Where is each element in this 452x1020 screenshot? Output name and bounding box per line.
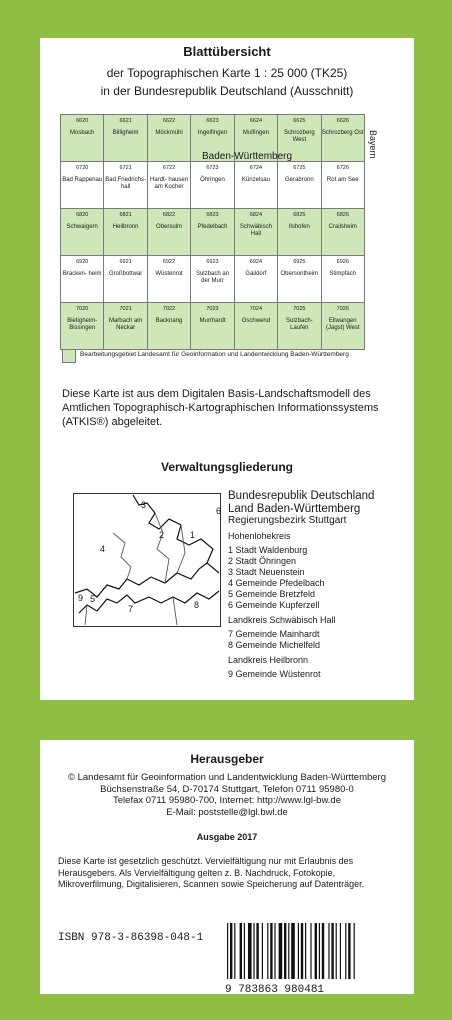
sheet-number: 6720 bbox=[76, 165, 89, 171]
sheet-cell-6923 bbox=[190, 255, 234, 303]
administration-list bbox=[228, 490, 374, 680]
sheet-number: 6926 bbox=[336, 259, 349, 265]
sheet-overview-subtitle-1: der Topographischen Karte 1 : 25 000 (TK25) bbox=[106, 66, 348, 80]
sheet-cell-6821 bbox=[103, 208, 147, 256]
sheet-cell-7025 bbox=[277, 302, 321, 350]
municipality-item: 9 Gemeinde Wüstenrot bbox=[228, 669, 321, 679]
sheet-cell-6925 bbox=[277, 255, 321, 303]
sheet-name: Crailsheim bbox=[328, 224, 357, 230]
municipality-item: 2 Stadt Öhringen bbox=[228, 556, 297, 566]
barcode-bar bbox=[336, 923, 337, 979]
sheet-name: Großbottwar bbox=[108, 271, 143, 277]
sheet-name: Schrozberg Ost bbox=[321, 130, 364, 136]
sheet-cell-6826 bbox=[321, 208, 365, 256]
sheet-name: Obersontheim bbox=[280, 271, 319, 277]
sheet-number: 6824 bbox=[249, 212, 263, 218]
country-name: Bundesrepublik Deutschland bbox=[228, 490, 375, 502]
map-number: 6 bbox=[216, 506, 222, 516]
barcode-bar bbox=[274, 923, 275, 979]
administration-groups bbox=[228, 527, 374, 680]
sheet-name: Bracken- heim bbox=[62, 271, 102, 277]
sheet-cell-6720 bbox=[60, 161, 104, 209]
district-region-name: Regierungsbezirk Stuttgart bbox=[228, 515, 347, 526]
sheet-name: Ellwangen (Jagst) West bbox=[325, 318, 360, 331]
sheet-cell-6726 bbox=[321, 161, 365, 209]
copyright-notice: Diese Karte ist gesetzlich geschützt. Vervielfältigung nur mit Erlaubnis des Herausgebers. Als Vervielfältigung gelten z. B. Nachdruck, Fotokopie, Mikroverfilmung, Digitalisieren, Scannen sowie Speicherung auf Datenträger. bbox=[58, 856, 365, 889]
publisher-title: Herausgeber bbox=[190, 752, 264, 766]
sheet-name: Gschwend bbox=[241, 318, 271, 324]
sheet-grid bbox=[60, 114, 364, 349]
administration-title: Verwaltungsgliederung bbox=[160, 460, 294, 474]
barcode-bar bbox=[298, 923, 299, 979]
publisher-line: E-Mail: poststelle@lgl.bwl.de bbox=[166, 806, 288, 818]
sheet-name: Heilbronn bbox=[112, 224, 139, 230]
sheet-number: 6621 bbox=[119, 118, 132, 124]
district-name: Landkreis Schwäbisch Hall bbox=[228, 615, 336, 625]
barcode-bar bbox=[256, 923, 258, 979]
sheet-cell-6924 bbox=[234, 255, 278, 303]
sheet-name: Ingelfingen bbox=[197, 130, 228, 136]
barcode-bar bbox=[310, 923, 311, 979]
sheet-overview-title: Blattübersicht bbox=[183, 44, 271, 59]
edition-label: Ausgabe 2017 bbox=[196, 832, 258, 842]
isbn-number: ISBN 978-3-86398-048-1 bbox=[58, 932, 204, 944]
sheet-cell-6721 bbox=[103, 161, 147, 209]
sheet-name: Gaildorf bbox=[245, 271, 267, 277]
publisher-address bbox=[40, 772, 414, 818]
barcode-bar bbox=[354, 923, 355, 979]
barcode-bar bbox=[305, 923, 306, 979]
sheet-number: 6620 bbox=[76, 118, 89, 124]
sheet-number: 6922 bbox=[162, 259, 176, 265]
sheet-cell-6722 bbox=[147, 161, 191, 209]
sheet-number: 6726 bbox=[336, 165, 349, 171]
sheet-name: Obersulm bbox=[156, 224, 183, 230]
publisher-line: Telefax 0711 95980-700, Internet: http://www.lgl-bw.de bbox=[113, 795, 341, 806]
sheet-name: Marbach am Neckar bbox=[108, 318, 143, 331]
district-name: Hohenlohekreis bbox=[228, 531, 291, 541]
sheet-name: Möckmühl bbox=[155, 130, 183, 136]
sheet-name: Rot am See bbox=[326, 177, 359, 183]
legend-text: Bearbeitungsgebiet Landesamt für Geoinformation und Landentwicklung Baden-Württemberg bbox=[80, 351, 349, 358]
map-number: 5 bbox=[90, 594, 96, 604]
sheet-name: Stimpfach bbox=[329, 271, 357, 277]
barcode-bar bbox=[315, 923, 317, 979]
publisher-line: Büchsenstraße 54, D-70174 Stuttgart, Telefon 0711 95980-0 bbox=[100, 783, 354, 795]
barcode-bar bbox=[340, 923, 341, 979]
municipality-item: 7 Gemeinde Mainhardt bbox=[228, 629, 320, 639]
sheet-number: 6920 bbox=[76, 259, 89, 265]
sheet-cell-6724 bbox=[234, 161, 278, 209]
barcode-bar bbox=[319, 923, 320, 979]
sheet-number: 6626 bbox=[336, 118, 349, 124]
barcode-bar bbox=[288, 923, 289, 979]
sheet-name: Sulzbach- Laufen bbox=[286, 318, 313, 331]
sheet-cell-6922 bbox=[147, 255, 191, 303]
sheet-number: 6623 bbox=[206, 118, 219, 124]
sheet-cell-6723 bbox=[190, 161, 234, 209]
sheet-cell-6823 bbox=[190, 208, 234, 256]
sheet-name: Sulzbach an der Murr bbox=[195, 271, 229, 284]
sheet-cell-6825 bbox=[277, 208, 321, 256]
municipality-item: 5 Gemeinde Bretzfeld bbox=[228, 589, 316, 599]
barcode-bar bbox=[279, 923, 283, 979]
sheet-name: Mosbach bbox=[70, 130, 95, 136]
sheet-number: 7022 bbox=[162, 306, 176, 312]
sheet-name: Ilshofen bbox=[288, 224, 310, 230]
sheet-name: Gerabronn bbox=[285, 177, 314, 183]
sheet-cell-6621 bbox=[103, 114, 147, 162]
sheet-name: Schwäbisch Hall bbox=[239, 224, 272, 237]
sheet-number: 6822 bbox=[162, 212, 176, 218]
sheet-name: Backnang bbox=[155, 318, 183, 324]
barcode-bar bbox=[230, 923, 232, 979]
sheet-cell-6820 bbox=[60, 208, 104, 256]
barcode-bar bbox=[328, 923, 329, 979]
map-number: 2 bbox=[159, 530, 165, 540]
sheet-cell-6626 bbox=[321, 114, 365, 162]
map-number: 7 bbox=[128, 604, 134, 614]
barcode-digits: 9 783863 980481 bbox=[225, 984, 325, 996]
barcode-bar bbox=[244, 923, 245, 979]
municipality-item: 3 Stadt Neuenstein bbox=[228, 567, 305, 577]
sheet-cell-6620 bbox=[60, 114, 104, 162]
sheet-name: Öhringen bbox=[200, 177, 225, 183]
map-number: 8 bbox=[194, 600, 200, 610]
sheet-name: Hardt- hausen am Kocher bbox=[150, 177, 189, 190]
barcode-icon bbox=[225, 923, 399, 979]
sheet-cell-7023 bbox=[190, 302, 234, 350]
barcode-bar bbox=[291, 923, 295, 979]
municipality-item: 1 Stadt Waldenburg bbox=[228, 545, 308, 555]
sheet-cell-6822 bbox=[147, 208, 191, 256]
sheet-name: Schrozberg West bbox=[284, 130, 315, 143]
barcode-bar bbox=[270, 923, 272, 979]
sheet-name: Billigheim bbox=[112, 130, 139, 136]
barcode-bar bbox=[227, 923, 228, 979]
barcode-bar bbox=[348, 923, 350, 979]
barcode-bar bbox=[240, 923, 242, 979]
publisher-line: © Landesamt für Geoinformation und Landentwicklung Baden-Württemberg bbox=[67, 772, 387, 783]
sheet-cell-7026 bbox=[321, 302, 365, 350]
barcode-bar bbox=[301, 923, 303, 979]
municipality-item: 4 Gemeinde Pfedelbach bbox=[228, 578, 325, 588]
atkis-text: Diese Karte ist aus dem Digitalen Basis-Landschaftsmodell des Amtlichen Topographisch-Kartographischen Informationssystems (ATKIS®) abgeleitet. bbox=[62, 388, 379, 428]
sheet-number: 6826 bbox=[336, 212, 349, 218]
sheet-number: 6820 bbox=[76, 212, 89, 218]
municipality-item: 8 Gemeinde Michelfeld bbox=[228, 640, 321, 650]
barcode-bar bbox=[331, 923, 333, 979]
barcode-bar bbox=[345, 923, 346, 979]
district-name: Landkreis Heilbronn bbox=[228, 655, 309, 665]
state-name: Land Baden-Württemberg bbox=[228, 502, 361, 515]
map-number: 4 bbox=[100, 544, 106, 554]
sheet-cell-7022 bbox=[147, 302, 191, 350]
sheet-cell-6824 bbox=[234, 208, 278, 256]
municipality-item: 6 Gemeinde Kupferzell bbox=[228, 600, 320, 610]
sheet-cell-6921 bbox=[103, 255, 147, 303]
map-number: 3 bbox=[141, 500, 147, 510]
sheet-cell-7024 bbox=[234, 302, 278, 350]
barcode-bar bbox=[267, 923, 268, 979]
barcode-bar bbox=[234, 923, 235, 979]
sheet-number: 6923 bbox=[206, 259, 219, 265]
region-label: Baden-Württemberg bbox=[202, 151, 293, 162]
sheet-cell-6622 bbox=[147, 114, 191, 162]
sheet-number: 7024 bbox=[249, 306, 263, 312]
barcode-bar bbox=[248, 923, 252, 979]
sheet-name: Bietigheim- Bissingen bbox=[67, 318, 98, 331]
sheet-name: Mulfingen bbox=[242, 130, 269, 136]
barcode-bar bbox=[253, 923, 254, 979]
sheet-number: 6825 bbox=[293, 212, 306, 218]
sheet-name: Pfedelbach bbox=[197, 224, 228, 230]
sheet-name: Künzelsau bbox=[241, 177, 270, 183]
sheet-number: 6622 bbox=[162, 118, 176, 124]
sheet-number: 6821 bbox=[119, 212, 132, 218]
publisher-panel bbox=[40, 740, 414, 994]
sheet-number: 7025 bbox=[293, 306, 306, 312]
sheet-cell-6920 bbox=[60, 255, 104, 303]
sheet-overview-subtitle-2: in der Bundesrepublik Deutschland (Ausschnitt) bbox=[100, 84, 354, 98]
sheet-number: 6823 bbox=[206, 212, 219, 218]
neighbor-label: Bayern bbox=[368, 130, 378, 159]
sheet-number: 6722 bbox=[162, 165, 176, 171]
barcode-bar bbox=[322, 923, 324, 979]
overview-panel bbox=[40, 38, 414, 700]
sheet-name: Wüstenrot bbox=[155, 271, 183, 277]
sheet-name: Bad Friedrichs- hall bbox=[105, 177, 146, 190]
map-number: 1 bbox=[190, 530, 196, 540]
sheet-cell-6926 bbox=[321, 255, 365, 303]
sheet-cell-7021 bbox=[103, 302, 147, 350]
sheet-number: 6723 bbox=[206, 165, 219, 171]
sheet-number: 6725 bbox=[293, 165, 306, 171]
map-number: 9 bbox=[78, 593, 84, 603]
sheet-cell-6725 bbox=[277, 161, 321, 209]
barcode-bar bbox=[262, 923, 263, 979]
sheet-number: 6625 bbox=[293, 118, 306, 124]
sheet-number: 6924 bbox=[249, 259, 263, 265]
sheet-name: Murrhardt bbox=[199, 318, 226, 324]
sheet-name: Schwaigern bbox=[66, 224, 98, 230]
barcode-bar bbox=[284, 923, 286, 979]
sheet-cell-7020 bbox=[60, 302, 104, 350]
sheet-number: 6721 bbox=[119, 165, 132, 171]
sheet-number: 6624 bbox=[249, 118, 263, 124]
sheet-number: 7023 bbox=[206, 306, 219, 312]
legend-swatch bbox=[62, 349, 76, 363]
sheet-number: 7021 bbox=[119, 306, 132, 312]
sheet-number: 6925 bbox=[293, 259, 306, 265]
sheet-number: 7020 bbox=[76, 306, 89, 312]
sheet-number: 6724 bbox=[249, 165, 263, 171]
sheet-name: Bad Rappenau bbox=[62, 177, 103, 183]
sheet-number: 6921 bbox=[119, 259, 132, 265]
sheet-number: 7026 bbox=[336, 306, 349, 312]
